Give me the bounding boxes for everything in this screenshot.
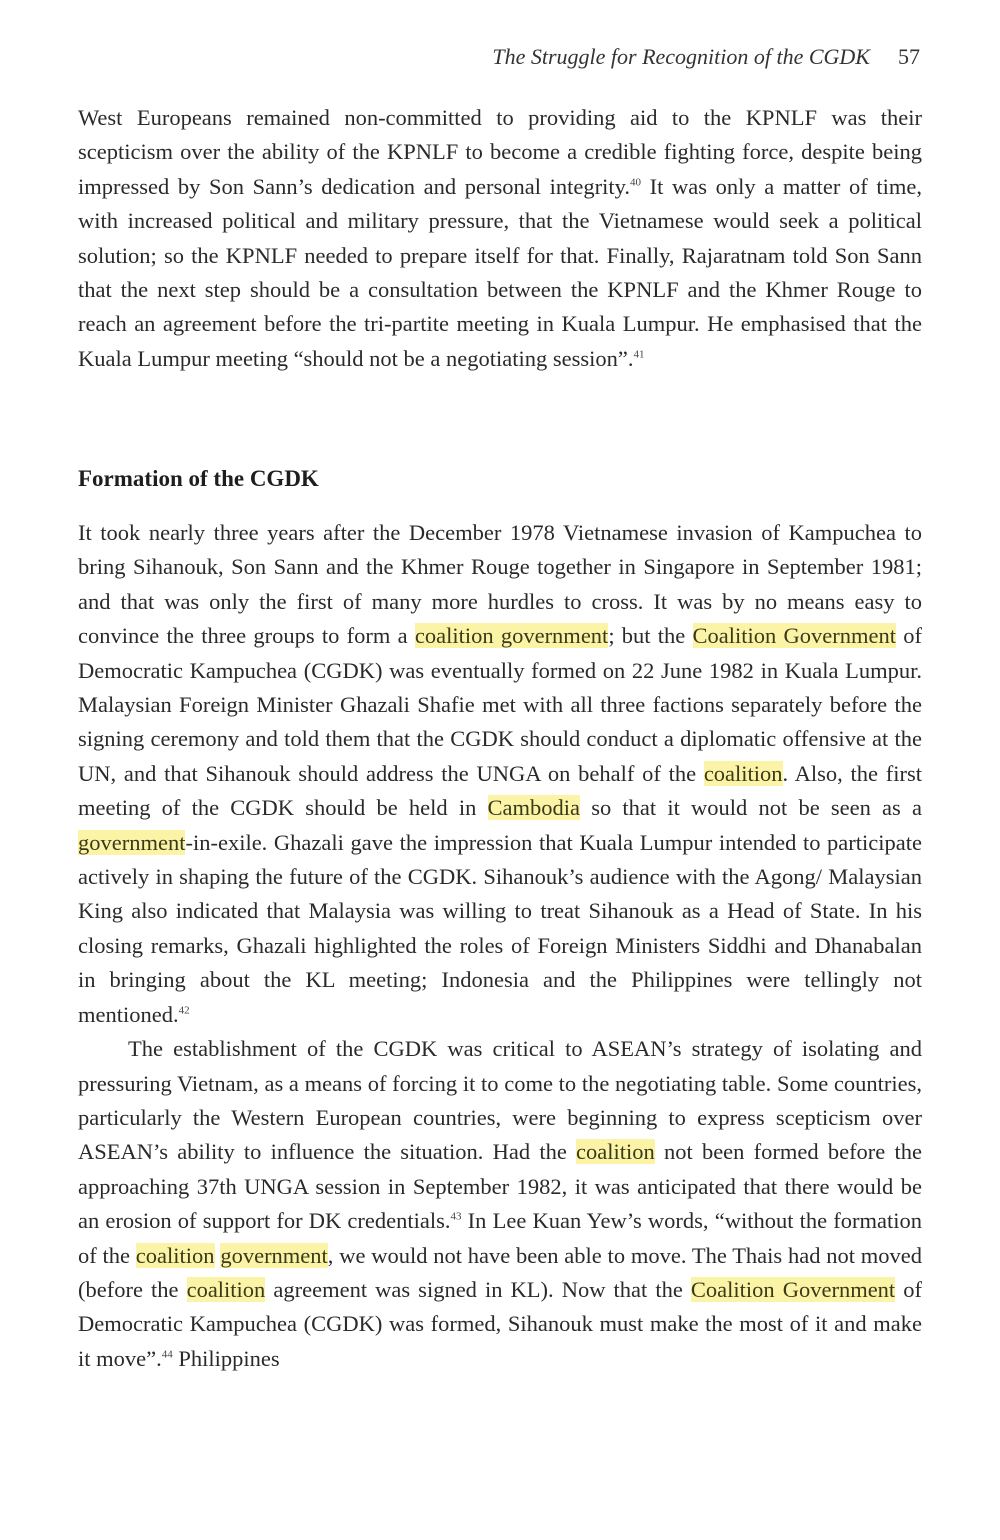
text-block-section — [78, 516, 922, 1376]
text-run: In Lee Kuan Yew’s words, “without the formation of the — [78, 1208, 922, 1268]
highlighted-term: Coalition Government — [690, 1276, 896, 1302]
highlighted-term: coalition — [186, 1276, 266, 1302]
text-run: -in-exile. Ghazali gave the impression that Kuala Lumpur intended to participate actively in shaping the future of the CGDK. Sihanouk’s audience with the Agong/ Malaysian King also indicated that Malaysia was willing to treat Sihanouk as a Head of State. In his closing remarks, Ghazali highlighted the roles of Foreign Ministers Siddhi and Dhanabalan in bringing about the KL meeting; Indonesia and the Philippines were tellingly not mentioned. — [78, 829, 922, 1027]
running-header — [492, 44, 920, 70]
highlighted-term: Coalition Government — [692, 623, 897, 649]
text-run: so that it would not be seen as a — [580, 795, 922, 821]
text-block-top — [78, 101, 922, 376]
footnote-ref: 43 — [450, 1210, 462, 1223]
text-run: . Also, the first meeting of the CGDK should be held in — [78, 760, 922, 821]
highlighted-term: Cambodia — [487, 795, 581, 821]
footnote-ref: 44 — [161, 1348, 173, 1361]
footnote-ref: 40 — [630, 176, 642, 189]
paragraph — [78, 101, 922, 376]
text-run: It took nearly three years after the December 1978 Vietnamese invasion of Kampuchea to bring Sihanouk, Son Sann and the Khmer Rouge together in Singapore in September 1981; and that was only the first of many more hurdles to cross. It was by no means easy to convince the three groups to form a — [78, 520, 922, 649]
text-run: of Democratic Kampuchea (CGDK) was eventually formed on 22 June 1982 in Kuala Lumpur. Malaysian Foreign Minister Ghazali Shafie met with all three factions separately before the signing ceremony and told them that the CGDK should conduct a diplomatic offensive at the UN, and that Sihanouk should address the UNGA on behalf of the — [78, 623, 923, 786]
highlighted-term: government — [78, 829, 186, 855]
text-run: ; but the — [608, 623, 693, 649]
text-run: West Europeans remained non-committed to providing aid to the KPNLF was their scepticism over the ability of the KPNLF to become a credible fighting force, despite being impressed by Son Sann’s dedication and personal integrity. — [78, 105, 922, 199]
highlighted-term: government — [220, 1242, 328, 1268]
highlighted-term: coalition — [576, 1139, 655, 1165]
highlighted-term: coalition government — [414, 623, 609, 649]
text-run: It was only a matter of time, with increased political and military pressure, that the Vietnamese would seek a political solution; so the KPNLF needed to prepare itself for that. Finally, Rajaratnam told Son Sann that the next step should be a consultation between the KPNLF and the Khmer Rouge to reach an agreement before the tri-partite meeting in Kuala Lumpur. He emphasised that the Kuala Lumpur meeting “should not be a negotiating session”. — [78, 173, 922, 371]
text-run: The establishment of the CGDK was critical to ASEAN’s strategy of isolating and pressuring Vietnam, as a means of forcing it to come to the negotiating table. Some countries, particularly the Western European countries, were beginning to express scepticism over ASEAN’s ability to influence the situation. Had the — [78, 1036, 922, 1165]
page-number: 57 — [898, 44, 920, 69]
text-run: , we would not have been able to move. The Thais had not moved (before the — [78, 1242, 923, 1302]
text-run: not been formed before the approaching 37th UNGA session in September 1982, it was anticipated that there would be an erosion of support for DK credentials. — [78, 1139, 922, 1234]
highlighted-term: coalition — [135, 1242, 215, 1268]
highlighted-term: coalition — [703, 760, 783, 786]
paragraph — [78, 1032, 922, 1376]
paragraph — [78, 516, 922, 1032]
text-run: agreement was signed in KL). Now that the — [265, 1276, 691, 1302]
footnote-ref: 41 — [633, 348, 645, 361]
footnote-ref: 42 — [178, 1004, 190, 1017]
section-heading: Formation of the CGDK — [78, 466, 319, 491]
text-run: of Democratic Kampuchea (CGDK) was formed, Sihanouk must make the most of it and make it move”. — [78, 1276, 922, 1371]
running-title: The Struggle for Recognition of the CGDK — [492, 44, 870, 69]
text-run: Philippines — [172, 1345, 280, 1371]
